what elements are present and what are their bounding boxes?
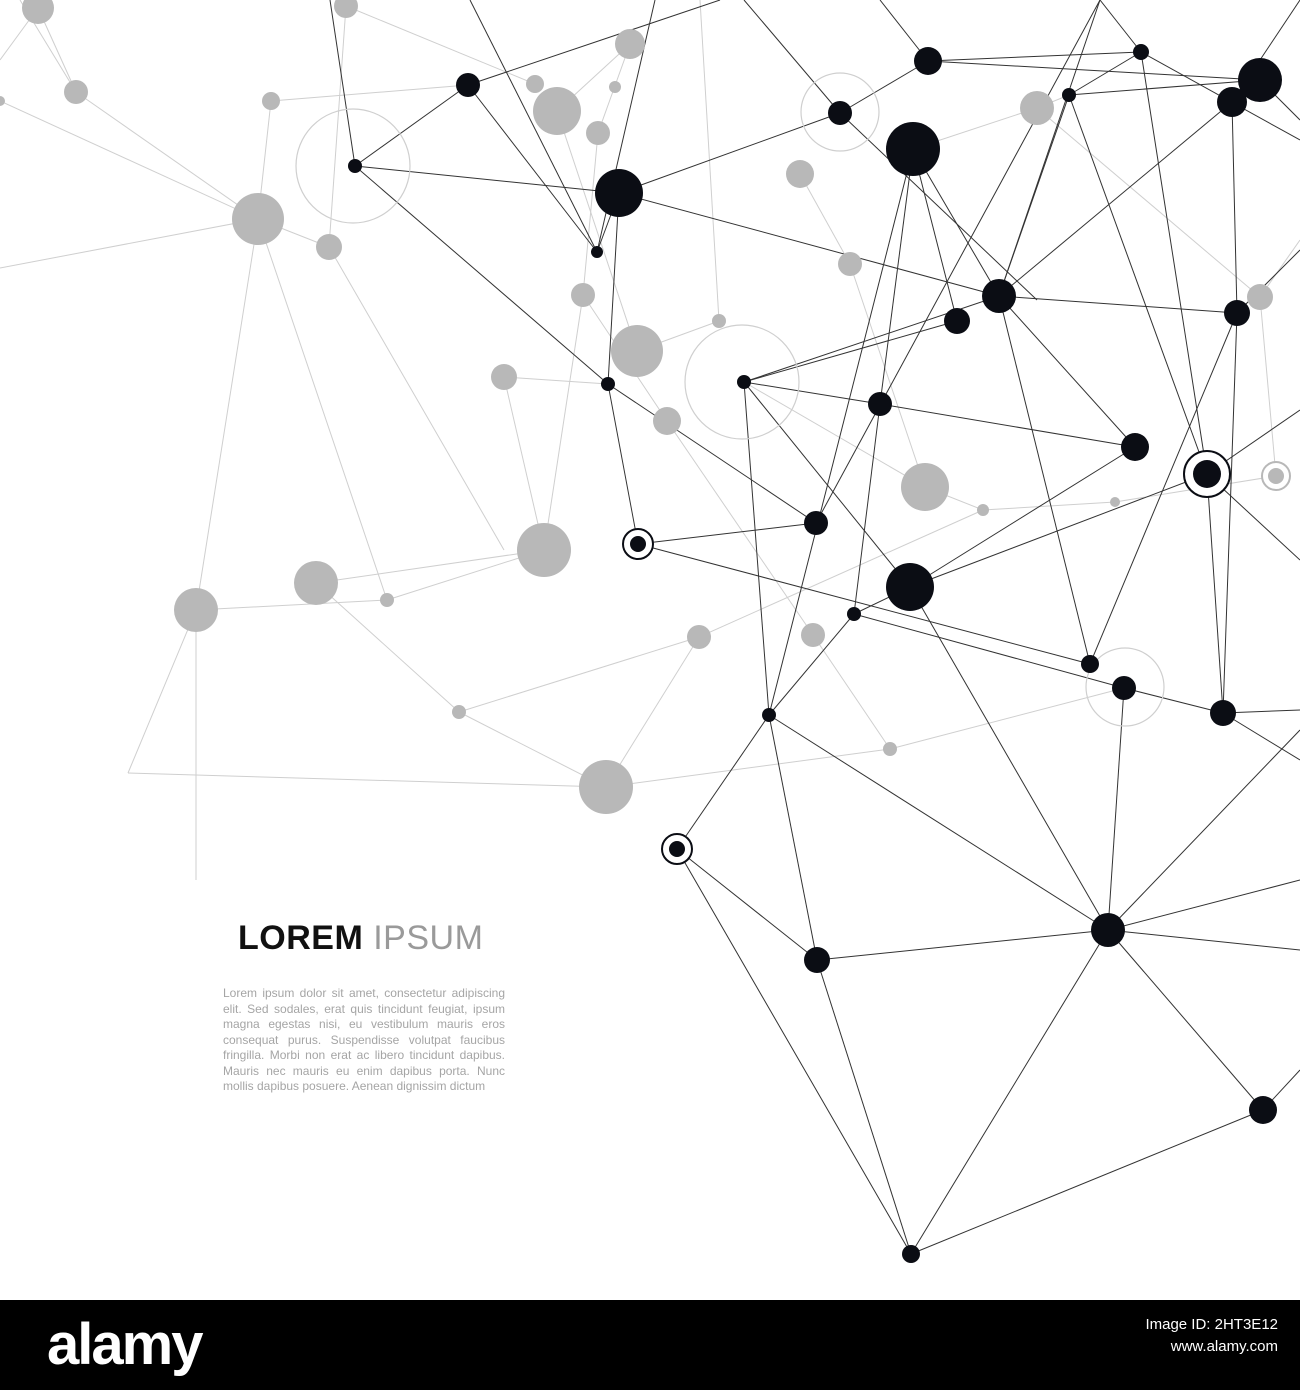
connection-line-light bbox=[1037, 108, 1260, 297]
connection-line-dark bbox=[928, 61, 1260, 80]
node-light bbox=[452, 705, 466, 719]
node-light bbox=[0, 96, 5, 106]
connection-line-dark bbox=[910, 587, 1108, 930]
node-light bbox=[977, 504, 989, 516]
body-text: Lorem ipsum dolor sit amet, consectetur adipiscing elit. Sed sodales, erat quis tincidunt feugiat, ipsum magna egestas nisi, eu vestibulum mauris eros consequat purus. Suspendisse volutpat faucibus fringilla. Morbi non erat ac libero tincidunt dapibus. Mauris nec mauris eu enim dapibus porta. Nunc mollis dapibus posuere. Aenean dignissim dictum bbox=[223, 986, 505, 1093]
node-dark bbox=[1133, 44, 1149, 60]
connection-line-light bbox=[504, 377, 608, 384]
connection-line-light bbox=[983, 502, 1115, 510]
connection-line-dark bbox=[769, 715, 1108, 930]
connection-line-light bbox=[583, 133, 598, 295]
node-dark bbox=[762, 708, 776, 722]
node-light bbox=[380, 593, 394, 607]
connection-line-dark bbox=[817, 960, 911, 1254]
connection-line-dark bbox=[999, 102, 1232, 296]
node-light bbox=[687, 625, 711, 649]
node-light bbox=[615, 29, 645, 59]
node-light bbox=[232, 193, 284, 245]
node-light bbox=[316, 234, 342, 260]
connection-line-light bbox=[667, 421, 813, 635]
node-light bbox=[586, 121, 610, 145]
connection-line-light bbox=[196, 219, 258, 610]
connection-line-dark bbox=[1232, 102, 1237, 313]
node-dark bbox=[1224, 300, 1250, 326]
node-dark bbox=[1217, 87, 1247, 117]
node-dark bbox=[1249, 1096, 1277, 1124]
connection-line-dark bbox=[1069, 95, 1207, 474]
node-dark bbox=[828, 101, 852, 125]
connection-line-dark bbox=[880, 149, 913, 404]
node-light bbox=[786, 160, 814, 188]
node-dark bbox=[601, 377, 615, 391]
node-light bbox=[712, 314, 726, 328]
connection-line-dark bbox=[1108, 730, 1300, 930]
connection-line-light bbox=[813, 635, 890, 749]
connection-line-light bbox=[744, 382, 925, 487]
connection-line-dark bbox=[744, 0, 840, 113]
connection-line-dark bbox=[1108, 930, 1300, 950]
connection-line-dark bbox=[880, 404, 1135, 447]
connection-line-dark bbox=[1108, 930, 1263, 1110]
connection-line-dark bbox=[999, 296, 1135, 447]
image-id-block bbox=[1145, 1314, 1278, 1358]
node-dark bbox=[847, 607, 861, 621]
connection-line-dark bbox=[470, 0, 597, 252]
connection-line-light bbox=[459, 637, 699, 712]
node-dark bbox=[456, 73, 480, 97]
node-dark bbox=[804, 947, 830, 973]
connection-line-light bbox=[128, 773, 606, 787]
node-dark bbox=[914, 47, 942, 75]
node-dark bbox=[1121, 433, 1149, 461]
node-light bbox=[22, 0, 54, 24]
connection-line-dark bbox=[355, 85, 468, 166]
node-dark bbox=[944, 308, 970, 334]
image-id: Image ID: 2HT3E12 bbox=[1145, 1316, 1278, 1333]
node-dark bbox=[595, 169, 643, 217]
node-light bbox=[262, 92, 280, 110]
connection-line-dark bbox=[928, 52, 1141, 61]
node-light bbox=[571, 283, 595, 307]
connection-line-dark bbox=[638, 523, 816, 544]
connection-line-light bbox=[699, 510, 983, 637]
connection-line-dark bbox=[999, 296, 1237, 313]
node-dark bbox=[1112, 676, 1136, 700]
node-light bbox=[294, 561, 338, 605]
node-light bbox=[174, 588, 218, 632]
alamy-logo: alamy bbox=[47, 1312, 202, 1377]
connection-line-dark bbox=[999, 296, 1090, 664]
node-light bbox=[526, 75, 544, 93]
connection-line-light bbox=[1260, 297, 1276, 476]
node-dark bbox=[737, 375, 751, 389]
node-light bbox=[801, 623, 825, 647]
connection-line-light bbox=[316, 550, 544, 583]
headline-strong: LOREM bbox=[238, 919, 364, 957]
connection-line-light bbox=[76, 92, 258, 219]
node-dark bbox=[348, 159, 362, 173]
connection-line-light bbox=[850, 264, 925, 487]
connection-line-dark bbox=[677, 849, 817, 960]
connection-line-dark bbox=[608, 384, 816, 523]
connection-line-dark bbox=[1141, 52, 1207, 474]
connection-line-dark bbox=[744, 382, 880, 404]
connection-line-light bbox=[890, 688, 1124, 749]
connection-line-dark bbox=[677, 849, 911, 1254]
node-light bbox=[609, 81, 621, 93]
node-light bbox=[579, 760, 633, 814]
connection-line-light bbox=[196, 600, 387, 610]
connection-line-dark bbox=[1108, 880, 1300, 930]
connection-line-dark bbox=[854, 614, 1124, 688]
connection-line-light bbox=[329, 247, 504, 550]
node-dark bbox=[804, 511, 828, 535]
target-core bbox=[1193, 460, 1221, 488]
connection-line-dark bbox=[910, 447, 1135, 587]
connection-line-light bbox=[800, 174, 850, 264]
connection-line-light bbox=[0, 219, 258, 268]
connection-line-dark bbox=[1207, 474, 1223, 713]
connection-line-dark bbox=[608, 384, 638, 544]
node-light bbox=[334, 0, 358, 18]
node-dark bbox=[1081, 655, 1099, 673]
connection-line-dark bbox=[744, 321, 957, 382]
connection-line-dark bbox=[677, 715, 769, 849]
node-dark bbox=[1091, 913, 1125, 947]
connection-line-dark bbox=[840, 61, 928, 113]
node-dark bbox=[902, 1245, 920, 1263]
node-light bbox=[653, 407, 681, 435]
target-core bbox=[630, 536, 646, 552]
connection-line-dark bbox=[744, 382, 769, 715]
node-light bbox=[883, 742, 897, 756]
node-light bbox=[1020, 91, 1054, 125]
target-core-light bbox=[1268, 468, 1284, 484]
node-dark bbox=[886, 563, 934, 611]
node-dark bbox=[886, 122, 940, 176]
connection-line-dark bbox=[854, 404, 880, 614]
connection-line-light bbox=[258, 219, 387, 600]
site-url: www.alamy.com bbox=[1170, 1338, 1278, 1355]
connection-line-dark bbox=[911, 1110, 1263, 1254]
connection-line-dark bbox=[1100, 0, 1141, 52]
connection-line-dark bbox=[911, 930, 1108, 1254]
node-light bbox=[901, 463, 949, 511]
connection-line-dark bbox=[1124, 688, 1223, 713]
connection-line-dark bbox=[619, 193, 999, 296]
node-light bbox=[1247, 284, 1273, 310]
connection-line-dark bbox=[1223, 713, 1300, 760]
node-light bbox=[517, 523, 571, 577]
connection-line-dark bbox=[330, 0, 355, 166]
connection-line-dark bbox=[769, 715, 817, 960]
headline-light: IPSUM bbox=[373, 919, 484, 957]
headline bbox=[238, 918, 483, 958]
node-dark bbox=[1210, 700, 1236, 726]
node-light bbox=[838, 252, 862, 276]
connection-line-dark bbox=[1108, 688, 1124, 930]
connection-line-dark bbox=[1223, 313, 1237, 713]
node-light bbox=[611, 325, 663, 377]
footer-bar bbox=[0, 1300, 1300, 1390]
node-dark bbox=[982, 279, 1016, 313]
connection-line-light bbox=[606, 749, 890, 787]
node-dark bbox=[868, 392, 892, 416]
node-dark bbox=[1062, 88, 1076, 102]
connection-line-dark bbox=[817, 930, 1108, 960]
connection-line-dark bbox=[468, 0, 720, 85]
connection-line-light bbox=[271, 85, 468, 101]
node-light bbox=[64, 80, 88, 104]
node-dark bbox=[591, 246, 603, 258]
connection-line-light bbox=[329, 6, 346, 247]
node-light bbox=[491, 364, 517, 390]
target-core bbox=[669, 841, 685, 857]
connection-line-light bbox=[0, 101, 258, 219]
node-light bbox=[533, 87, 581, 135]
node-light bbox=[1110, 497, 1120, 507]
connection-line-light bbox=[128, 610, 196, 773]
